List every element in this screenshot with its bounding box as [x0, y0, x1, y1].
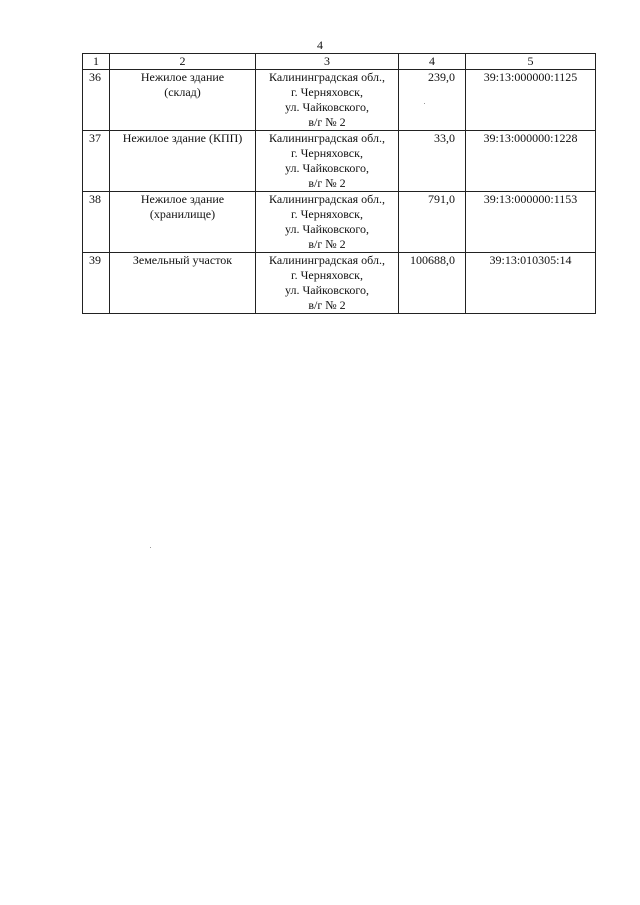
object-name-line: (склад)	[164, 85, 201, 99]
address-line: ул. Чайковского,	[285, 222, 369, 236]
row-number-cell: 37	[83, 131, 110, 192]
page-number: 4	[317, 38, 323, 52]
header-cell-3: 3	[256, 54, 399, 70]
object-name-line: Нежилое здание	[140, 70, 225, 84]
row-number-cell: 38	[83, 192, 110, 253]
cadastral-number-cell: 39:13:000000:1153	[466, 192, 596, 253]
address-line: в/г № 2	[308, 176, 346, 190]
property-table	[82, 53, 596, 314]
address-line: г. Черняховск,	[291, 207, 363, 221]
address-line: г. Черняховск,	[291, 85, 363, 99]
address-line: Калининградская обл.,	[269, 131, 385, 145]
object-name-line: Нежилое здание	[140, 192, 225, 206]
address-line: г. Черняховск,	[291, 146, 363, 160]
table-row	[83, 192, 596, 253]
address-cell	[256, 253, 399, 314]
table-header-row	[83, 54, 596, 70]
object-name-cell	[110, 253, 256, 314]
object-name-line: Нежилое здание (КПП)	[122, 131, 243, 145]
address-line: в/г № 2	[308, 237, 346, 251]
address-cell	[256, 192, 399, 253]
address-line: г. Черняховск,	[291, 268, 363, 282]
address-line: в/г № 2	[308, 115, 346, 129]
address-line: ул. Чайковского,	[285, 100, 369, 114]
address-line: ул. Чайковского,	[285, 283, 369, 297]
cadastral-number-cell: 39:13:010305:14	[466, 253, 596, 314]
cadastral-number-cell: 39:13:000000:1125	[466, 70, 596, 131]
object-name-cell	[110, 192, 256, 253]
area-cell: 100688,0	[399, 253, 466, 314]
table-row	[83, 131, 596, 192]
address-line: ул. Чайковского,	[285, 161, 369, 175]
scan-speck	[150, 547, 151, 548]
header-cell-4: 4	[399, 54, 466, 70]
area-cell: 791,0	[399, 192, 466, 253]
table-row	[83, 70, 596, 131]
address-line: Калининградская обл.,	[269, 192, 385, 206]
table-row	[83, 253, 596, 314]
object-name-line: Земельный участок	[132, 253, 233, 267]
header-cell-1: 1	[83, 54, 110, 70]
row-number-cell: 39	[83, 253, 110, 314]
area-cell: 239,0	[399, 70, 466, 131]
address-line: в/г № 2	[308, 298, 346, 312]
header-cell-5: 5	[466, 54, 596, 70]
object-name-cell	[110, 70, 256, 131]
row-number-cell: 36	[83, 70, 110, 131]
header-cell-2: 2	[110, 54, 256, 70]
scan-speck	[424, 103, 425, 104]
object-name-cell	[110, 131, 256, 192]
address-cell	[256, 131, 399, 192]
cadastral-number-cell: 39:13:000000:1228	[466, 131, 596, 192]
address-line: Калининградская обл.,	[269, 70, 385, 84]
address-cell	[256, 70, 399, 131]
object-name-line: (хранилище)	[149, 207, 216, 221]
area-cell: 33,0	[399, 131, 466, 192]
address-line: Калининградская обл.,	[269, 253, 385, 267]
